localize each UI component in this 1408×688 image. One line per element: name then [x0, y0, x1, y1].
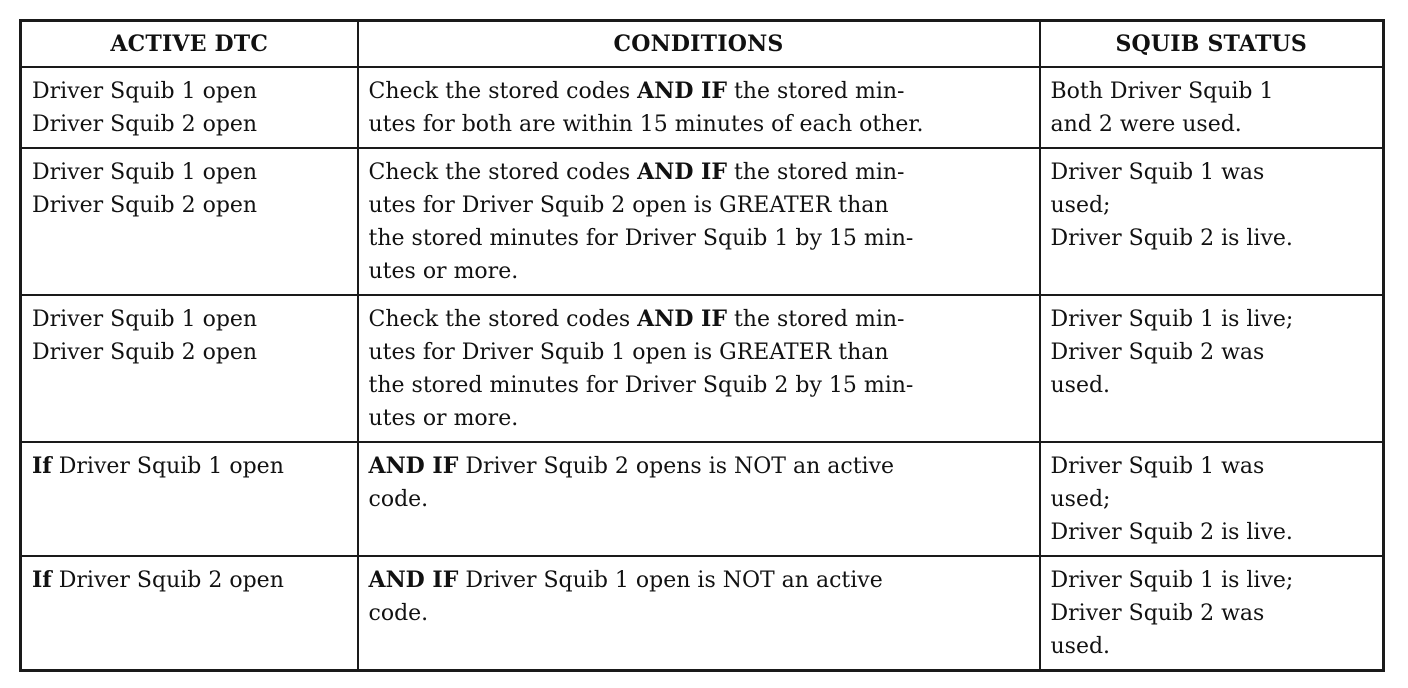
condition-first-line [369, 156, 1029, 189]
dtc-line [32, 450, 347, 483]
condition-line: the stored minutes for Driver Squib 1 by 15 min- [368, 226, 914, 251]
squib-status-cell [1040, 442, 1384, 556]
header-squib-status: SQUIB STATUS [1040, 21, 1384, 68]
status-line: Driver Squib 2 was [1050, 340, 1265, 365]
condition-line: utes or more. [368, 259, 519, 284]
conditions-cell [358, 295, 1040, 442]
status-line: Driver Squib 1 was [1050, 454, 1265, 479]
condition-keyword: AND IF [368, 567, 459, 593]
condition-first-line [369, 564, 1029, 597]
condition-lead: Check the stored codes [368, 160, 631, 185]
condition-keyword: AND IF [637, 306, 727, 332]
condition-lead: Check the stored codes [368, 307, 631, 332]
condition-keyword: AND IF [637, 159, 727, 185]
conditions-cell [358, 556, 1040, 671]
condition-line: utes for Driver Squib 1 open is GREATER than [368, 340, 889, 365]
active-dtc-cell [21, 148, 358, 295]
status-line: used. [1050, 634, 1111, 659]
dtc-line: Driver Squib 1 open [32, 307, 258, 332]
table-row [21, 442, 1384, 556]
conditions-cell [358, 148, 1040, 295]
condition-first-line-rest: the stored min- [733, 79, 905, 104]
status-line: used; [1050, 193, 1111, 218]
condition-first-line [369, 75, 1029, 108]
header-active-dtc: ACTIVE DTC [21, 21, 358, 68]
dtc-line: Driver Squib 2 open [32, 193, 258, 218]
condition-first-line-rest: the stored min- [733, 307, 905, 332]
table-row [21, 556, 1384, 671]
status-line: used; [1050, 487, 1111, 512]
status-line: Driver Squib 1 is live; [1050, 307, 1294, 332]
dtc-line [32, 564, 347, 597]
squib-status-cell [1040, 148, 1384, 295]
dtc-prefix: If [32, 567, 52, 593]
status-line: Both Driver Squib 1 [1050, 79, 1274, 104]
dtc-text: Driver Squib 1 open [58, 454, 284, 479]
dtc-line: Driver Squib 2 open [32, 340, 258, 365]
dtc-line: Driver Squib 1 open [32, 79, 258, 104]
status-line: Driver Squib 1 was [1050, 160, 1265, 185]
table-row [21, 295, 1384, 442]
status-line: Driver Squib 1 is live; [1050, 568, 1294, 593]
status-line: and 2 were used. [1050, 112, 1242, 137]
active-dtc-cell [21, 442, 358, 556]
squib-status-cell [1040, 556, 1384, 671]
condition-first-line-rest: Driver Squib 2 opens is NOT an active [465, 454, 895, 479]
status-line: Driver Squib 2 was [1050, 601, 1265, 626]
status-line: Driver Squib 2 is live. [1050, 520, 1293, 545]
active-dtc-cell [21, 556, 358, 671]
squib-status-cell [1040, 67, 1384, 148]
active-dtc-cell [21, 67, 358, 148]
dtc-prefix: If [32, 453, 52, 479]
header-row [21, 21, 1384, 68]
condition-line: the stored minutes for Driver Squib 2 by 15 min- [368, 373, 914, 398]
dtc-line: Driver Squib 1 open [32, 160, 258, 185]
table-row [21, 148, 1384, 295]
condition-line: utes for both are within 15 minutes of each other. [368, 112, 924, 137]
header-conditions: CONDITIONS [358, 21, 1040, 68]
active-dtc-cell [21, 295, 358, 442]
status-line: used. [1050, 373, 1111, 398]
dtc-line: Driver Squib 2 open [32, 112, 258, 137]
condition-line: utes for Driver Squib 2 open is GREATER than [368, 193, 889, 218]
condition-first-line [369, 303, 1029, 336]
condition-keyword: AND IF [368, 453, 459, 479]
condition-first-line-rest: Driver Squib 1 open is NOT an active [465, 568, 883, 593]
dtc-squib-status-table [19, 19, 1385, 672]
table-row [21, 67, 1384, 148]
condition-lead: Check the stored codes [368, 79, 631, 104]
condition-line: code. [368, 487, 429, 512]
conditions-cell [358, 442, 1040, 556]
condition-keyword: AND IF [637, 78, 727, 104]
condition-first-line-rest: the stored min- [733, 160, 905, 185]
conditions-cell [358, 67, 1040, 148]
condition-line: utes or more. [368, 406, 519, 431]
squib-status-cell [1040, 295, 1384, 442]
condition-line: code. [368, 601, 429, 626]
condition-first-line [369, 450, 1029, 483]
status-line: Driver Squib 2 is live. [1050, 226, 1293, 251]
dtc-text: Driver Squib 2 open [58, 568, 284, 593]
